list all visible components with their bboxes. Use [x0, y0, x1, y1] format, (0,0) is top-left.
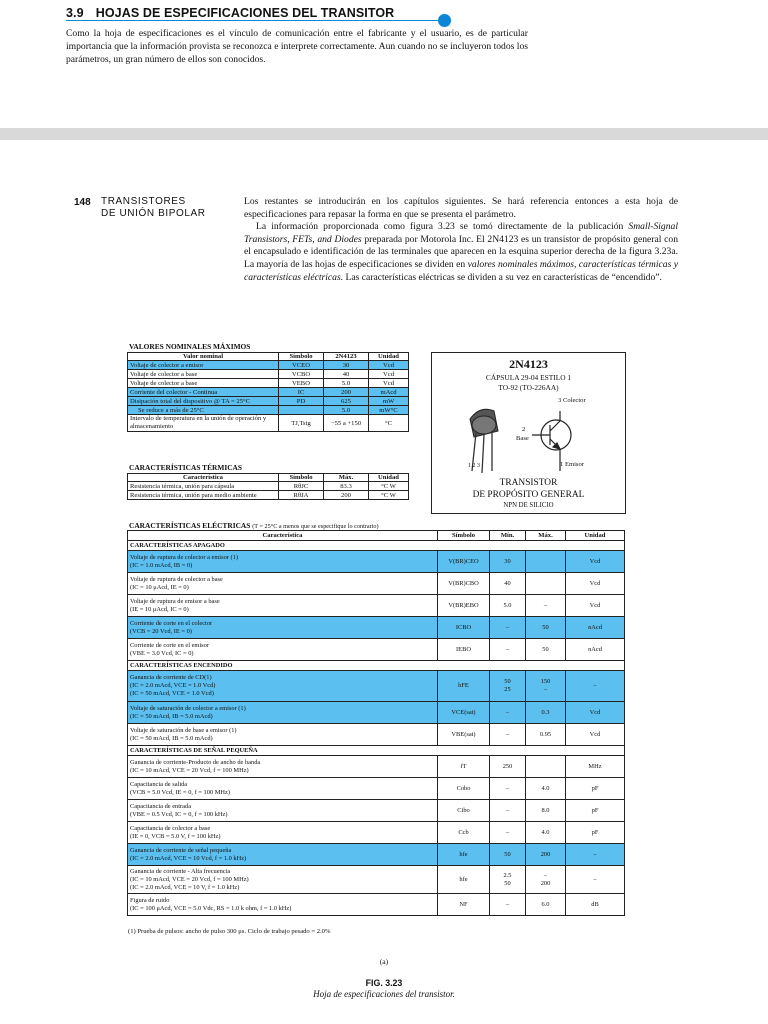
cell: Ccb [438, 822, 490, 844]
section-title: HOJAS DE ESPECIFICACIONES DEL TRANSITOR [95, 6, 395, 20]
table-row [128, 361, 409, 370]
col-header: Unidad [369, 474, 409, 482]
pin-labels: 1 2 3 [468, 463, 480, 469]
current-page [0, 140, 768, 1024]
paragraph-2 [244, 221, 678, 284]
cell: 200 [324, 388, 369, 397]
cell: – [490, 639, 526, 661]
cell: Voltaje de colector a base [128, 370, 279, 379]
cell-line: Ganancia de corriente-Producto de ancho de banda [130, 758, 261, 766]
cell-line: Voltaje de saturación de base a emisor (1) [130, 726, 237, 734]
cell: ICBO [438, 617, 490, 639]
cell: Voltaje de colector a base [128, 379, 279, 388]
cell: mAcd [369, 388, 409, 397]
table-row [128, 370, 409, 379]
cell: 625 [324, 397, 369, 406]
cell-line: 250 [502, 762, 513, 770]
cell-line: 4.0 [541, 784, 550, 792]
cell-line: Corriente de corte en el emisor [130, 641, 209, 649]
cell [279, 406, 324, 415]
table-row [128, 866, 625, 894]
page-number: 148 [74, 197, 91, 208]
cell-line: – [505, 828, 510, 836]
cell-line: (IC = 10 mAcd, VCE = 20 Vcd, f = 100 MHz) [130, 875, 249, 883]
cell: 30 [324, 361, 369, 370]
cell: nAcd [566, 617, 625, 639]
cell: V(BR)CEO [438, 551, 490, 573]
cell: 5.0 [324, 406, 369, 415]
cell: – [566, 844, 625, 866]
cell: Vcd [369, 379, 409, 388]
cell-line: (IC = 50 mAcd, IB = 5.0 mAcd) [130, 734, 213, 742]
cell: °C [369, 415, 409, 432]
section-row [128, 541, 625, 551]
cell [128, 756, 438, 778]
cell [490, 866, 526, 894]
table-row [128, 800, 625, 822]
cell: IEBO [438, 639, 490, 661]
cell-line: Ganancia de corriente - Alta frecuencia [130, 867, 231, 875]
cell: VCBO [279, 370, 324, 379]
table-row [128, 388, 409, 397]
table-row [128, 406, 409, 415]
device-info-box [431, 352, 626, 514]
cell [128, 617, 438, 639]
cell [526, 724, 566, 746]
chapter-title [101, 196, 206, 220]
cell: −55 a +150 [324, 415, 369, 432]
cell: hfe [438, 866, 490, 894]
cell: Vcd [566, 724, 625, 746]
collector-label: 3 Colector [558, 397, 586, 404]
footnote: (1) Prueba de pulsos: ancho de pulso 300 μs. Ciclo de trabajo pesado = 2.0% [128, 928, 331, 935]
thermal-table [127, 473, 409, 500]
cell: dB [566, 894, 625, 916]
cell-line: Ganancia de corriente de señal pequeña [130, 846, 232, 854]
cell-line: 0.95 [539, 730, 552, 738]
cell [526, 551, 566, 573]
figure-number: FIG. 3.23 [365, 978, 403, 988]
cell: fT [438, 756, 490, 778]
section-label: CARACTERÍSTICAS ENCENDIDO [128, 661, 625, 671]
device-description [432, 477, 625, 501]
cell: – [566, 671, 625, 702]
cell: – [566, 866, 625, 894]
section-heading [66, 6, 394, 20]
electrical-table [127, 530, 625, 916]
cell: Vcd [566, 551, 625, 573]
cell [526, 573, 566, 595]
cell: RθJC [279, 482, 324, 491]
cell: °C W [369, 491, 409, 500]
cell [128, 844, 438, 866]
col-header: Símbolo [438, 531, 490, 541]
cell: 5.0 [490, 595, 526, 617]
electrical-title-text: CARACTERÍSTICAS ELÉCTRICAS [129, 521, 251, 530]
body-text [244, 196, 678, 284]
cell: Intervalo de temperatura en la unión de operación y almacenamiento [128, 415, 279, 432]
cell: 40 [490, 573, 526, 595]
cell: Vcd [566, 702, 625, 724]
cell-line: (IC = 50 mAcd, IB = 5.0 mAcd) [130, 712, 213, 720]
heading-dot-icon [438, 14, 451, 27]
cell: Resistencia térmica, unión para cápsula [128, 482, 279, 491]
cell-line: 4.0 [541, 828, 550, 836]
cell: Vcd [566, 595, 625, 617]
cell [128, 724, 438, 746]
cell-line: – [505, 784, 510, 792]
thermal-title: CARACTERÍSTICAS TÉRMICAS [129, 463, 243, 472]
cell: TJ,Tstg [279, 415, 324, 432]
max-ratings-title: VALORES NOMINALES MÁXIMOS [129, 342, 251, 351]
previous-page [0, 0, 768, 128]
cell [128, 800, 438, 822]
cell-line: – [543, 686, 548, 693]
section-label: CARACTERÍSTICAS APAGADO [128, 541, 625, 551]
heading-rule [66, 20, 444, 21]
cell [526, 822, 566, 844]
table-row [128, 491, 409, 500]
section-row [128, 746, 625, 756]
table-row [128, 844, 625, 866]
table-row [128, 379, 409, 388]
cell [526, 702, 566, 724]
col-header: Símbolo [279, 474, 324, 482]
table-row [128, 756, 625, 778]
cell: VEBO [279, 379, 324, 388]
cell-line: Figura de ruido [130, 896, 170, 904]
device-type: NPN DE SILICIO [503, 502, 554, 509]
cell-line: (IC = 100 μAcd, VCE = 5.0 Vdc, RS = 1.0 k ohm, f = 1.0 kHz) [130, 904, 292, 912]
chapter-title-line2: DE UNIÓN BIPOLAR [101, 208, 206, 219]
cell-line: Voltaje de ruptura de emisor a base [130, 597, 220, 605]
col-header: Símbolo [279, 353, 324, 361]
col-header: Unidad [369, 353, 409, 361]
cell-line: (IC = 10 μAcd, IE = 0) [130, 583, 189, 591]
cell [526, 894, 566, 916]
cell-line: (IC = 2.0 mAcd, VCE = 1.0 Vcd) [130, 682, 216, 689]
cell [526, 756, 566, 778]
part-number: 2N4123 [509, 357, 548, 371]
cell: 40 [324, 370, 369, 379]
cell-line: Capacitancia de entrada [130, 802, 192, 810]
cell [128, 822, 438, 844]
table-row [128, 822, 625, 844]
cell-line: (VBE = 0.5 Vcd, IC = 0, f = 100 kHz) [130, 810, 228, 818]
cell-line: (IE = 0, VCB = 5.0 V, f = 100 kHz) [130, 832, 221, 840]
cell: pF [566, 800, 625, 822]
cell [128, 595, 438, 617]
cell [526, 778, 566, 800]
cell: nAcd [566, 639, 625, 661]
base-number: 2 [522, 426, 526, 433]
cell: VBE(sat) [438, 724, 490, 746]
cell-line: (VBE = 3.0 Vcd, IC = 0) [130, 649, 194, 657]
cell: – [526, 595, 566, 617]
cell-line: 150 [540, 678, 551, 685]
cell: Cobo [438, 778, 490, 800]
cell-line: – [505, 806, 510, 814]
col-header: Valor nominal [128, 353, 279, 361]
cell: pF [566, 822, 625, 844]
table-row [128, 551, 625, 573]
cell-line: 50 [504, 850, 511, 858]
cell: VCEO [279, 361, 324, 370]
cell-line: 50 [504, 678, 511, 685]
cell-line: Capacitancia de salida [130, 780, 188, 788]
table-row [128, 595, 625, 617]
cell: Se reduce a más de 25°C [128, 406, 279, 415]
cell: hfe [438, 844, 490, 866]
figure-sublabel: (a) [379, 957, 389, 966]
paragraph-1: Los restantes se introducirán en los capítulos siguientes. Se hará referencia entonces a esta hoja de especificaciones para repasar la forma en que se presenta el parámetro. [244, 196, 678, 220]
cell-line: – [505, 900, 510, 908]
col-header: Unidad [566, 531, 625, 541]
table-row [128, 415, 409, 432]
table-row [128, 778, 625, 800]
section-label: CARACTERÍSTICAS DE SEÑAL PEQUEÑA [128, 746, 625, 756]
cell-line: Voltaje de saturación de colector a emisor (1) [130, 704, 246, 712]
cell-line: 2.5 [503, 871, 512, 879]
cell-line: (IC = 2.0 mAcd, VCE = 10 V, f = 1.0 kHz) [130, 883, 240, 891]
cell: NF [438, 894, 490, 916]
table-row [128, 397, 409, 406]
cell [526, 844, 566, 866]
max-ratings-table [127, 352, 409, 432]
cell-line: (VCB = 20 Vcd, IE = 0) [130, 627, 192, 635]
cell-line: Voltaje de ruptura de colector a base [130, 575, 223, 583]
case-line-1: CÁPSULA 29-04 ESTILO 1 [485, 373, 572, 382]
cell [490, 724, 526, 746]
cell: RθJA [279, 491, 324, 500]
cell-line: Ganancia de corriente de CD(1) [130, 674, 212, 681]
col-header: Característica [128, 474, 279, 482]
desc-line-2: DE PROPÓSITO GENERAL [472, 490, 585, 500]
cell-line: 200 [540, 850, 551, 858]
cell: 83.3 [324, 482, 369, 491]
cell: – [490, 617, 526, 639]
table-row [128, 617, 625, 639]
cell [128, 573, 438, 595]
cell-line: (IC = 2.0 mAcd, VCE = 10 Vcd, f = 1.0 kHz) [130, 854, 247, 862]
cell-line: (VCB = 5.0 Vcd, IE = 0, f = 100 MHz) [130, 788, 230, 796]
cell: mW [369, 397, 409, 406]
cell [128, 702, 438, 724]
table-row [128, 894, 625, 916]
cell-line: 200 [540, 879, 551, 887]
cell-line: (IC = 1.0 mAcd, IB = 0) [130, 561, 193, 569]
cell-line: Voltaje de ruptura de colector a emisor (1) [130, 553, 238, 561]
cell [526, 800, 566, 822]
cell-line: 25 [504, 686, 511, 693]
cell: 200 [324, 491, 369, 500]
paragraph-2-part-a: La información proporcionada como figura 3.23 se tomó directamente de la publicación [256, 221, 629, 233]
case-line-2: TO-92 (TO-226AA) [498, 383, 559, 392]
table-row [128, 639, 625, 661]
cell [490, 894, 526, 916]
cell [526, 866, 566, 894]
cell: hFE [438, 671, 490, 702]
cell [128, 639, 438, 661]
cell [490, 702, 526, 724]
cell: VCE(sat) [438, 702, 490, 724]
desc-line-1: TRANSISTOR [499, 478, 558, 488]
cell [128, 671, 438, 702]
table-row [128, 671, 625, 702]
cell-line: 8.0 [541, 806, 550, 814]
cell-line: – [543, 871, 548, 879]
cell-line: Corriente de corte en el colector [130, 619, 213, 627]
cell [526, 671, 566, 702]
cell: 50 [526, 617, 566, 639]
section-number: 3.9 [66, 6, 84, 20]
paragraph-2-part-c: Las características eléctricas se dividen a su vez en características de “encendido”. [343, 271, 662, 283]
base-label: Base [516, 435, 529, 442]
cell: Vcd [369, 361, 409, 370]
cell: Resistencia térmica, unión para medio ambiente [128, 491, 279, 500]
cell [128, 866, 438, 894]
table-row [128, 702, 625, 724]
col-header: Máx. [324, 474, 369, 482]
cell-line: 0.3 [541, 708, 550, 716]
cell [490, 671, 526, 702]
cell-line: – [505, 708, 510, 716]
intro-paragraph: Como la hoja de especificaciones es el vínculo de comunicación entre el fabricante y el usuario, es de particular importancia que la información provista se reconozca e interprete correctamente. Aun cuando no se incluyeron todos los parámetros, un gran número de ellos son conocidos. [66, 28, 528, 65]
cell: PD [279, 397, 324, 406]
cell: V(BR)EBO [438, 595, 490, 617]
cell: Vcd [566, 573, 625, 595]
cell: Voltaje de colector a emisor [128, 361, 279, 370]
col-header: Máx. [526, 531, 566, 541]
cell: Vcd [369, 370, 409, 379]
publication-title: Small-Signal Transistors, FETs, and Diodes [244, 221, 678, 245]
table-row [128, 482, 409, 491]
cell-line: 50 [504, 879, 511, 887]
cell: Corriente del colector - Continua [128, 388, 279, 397]
cell: Cibo [438, 800, 490, 822]
cell: IC [279, 388, 324, 397]
cell-line: (IE = 10 μAcd, IC = 0) [130, 605, 189, 613]
electrical-title [129, 521, 379, 530]
table-row [128, 573, 625, 595]
cell [128, 551, 438, 573]
table-row [128, 724, 625, 746]
col-header: Mín. [490, 531, 526, 541]
electrical-title-note: (T = 25°C a menos que se especifique lo contrario) [252, 523, 379, 530]
figure-caption: Hoja de especificaciones del transistor. [313, 989, 455, 999]
cell-line: (IC = 50 mAcd, VCE = 1.0 Vcd) [130, 690, 214, 697]
cell-line: Capacitancia de colector a base [130, 824, 211, 832]
cell [490, 756, 526, 778]
section-row [128, 661, 625, 671]
cell-line: 6.0 [541, 900, 550, 908]
cell [490, 844, 526, 866]
cell-line: (IC = 10 mAcd, VCE = 20 Vcd, f = 100 MHz) [130, 766, 249, 774]
cell: 5.0 [324, 379, 369, 388]
cell: V(BR)CBO [438, 573, 490, 595]
col-header: Característica [128, 531, 438, 541]
cell: 30 [490, 551, 526, 573]
cell: MHz [566, 756, 625, 778]
cell [128, 894, 438, 916]
paragraph-2-part-b: preparada por Motorola Inc. El 2N4123 es un transistor de propósito general con el encapsulado e identificación de las terminales que aparecen en la esquina superior derecha de la figura 3.23a. La mayoría de las hojas de especificaciones se dividen en [244, 233, 678, 270]
cell: °C W [369, 482, 409, 491]
cell [490, 778, 526, 800]
chapter-title-line1: TRANSISTORES [101, 196, 186, 207]
cell: Disipación total del dispositivo @ TA = 25°C [128, 397, 279, 406]
cell-line: – [505, 730, 510, 738]
cell: pF [566, 778, 625, 800]
categories-italic: valores nominales máximos, características térmicas y características eléctricas. [244, 258, 679, 283]
emitter-label: 1 Emisor [560, 461, 584, 468]
col-header: 2N4123 [324, 353, 369, 361]
cell: 50 [526, 639, 566, 661]
cell [128, 778, 438, 800]
cell [490, 822, 526, 844]
cell [490, 800, 526, 822]
cell: mW°C [369, 406, 409, 415]
